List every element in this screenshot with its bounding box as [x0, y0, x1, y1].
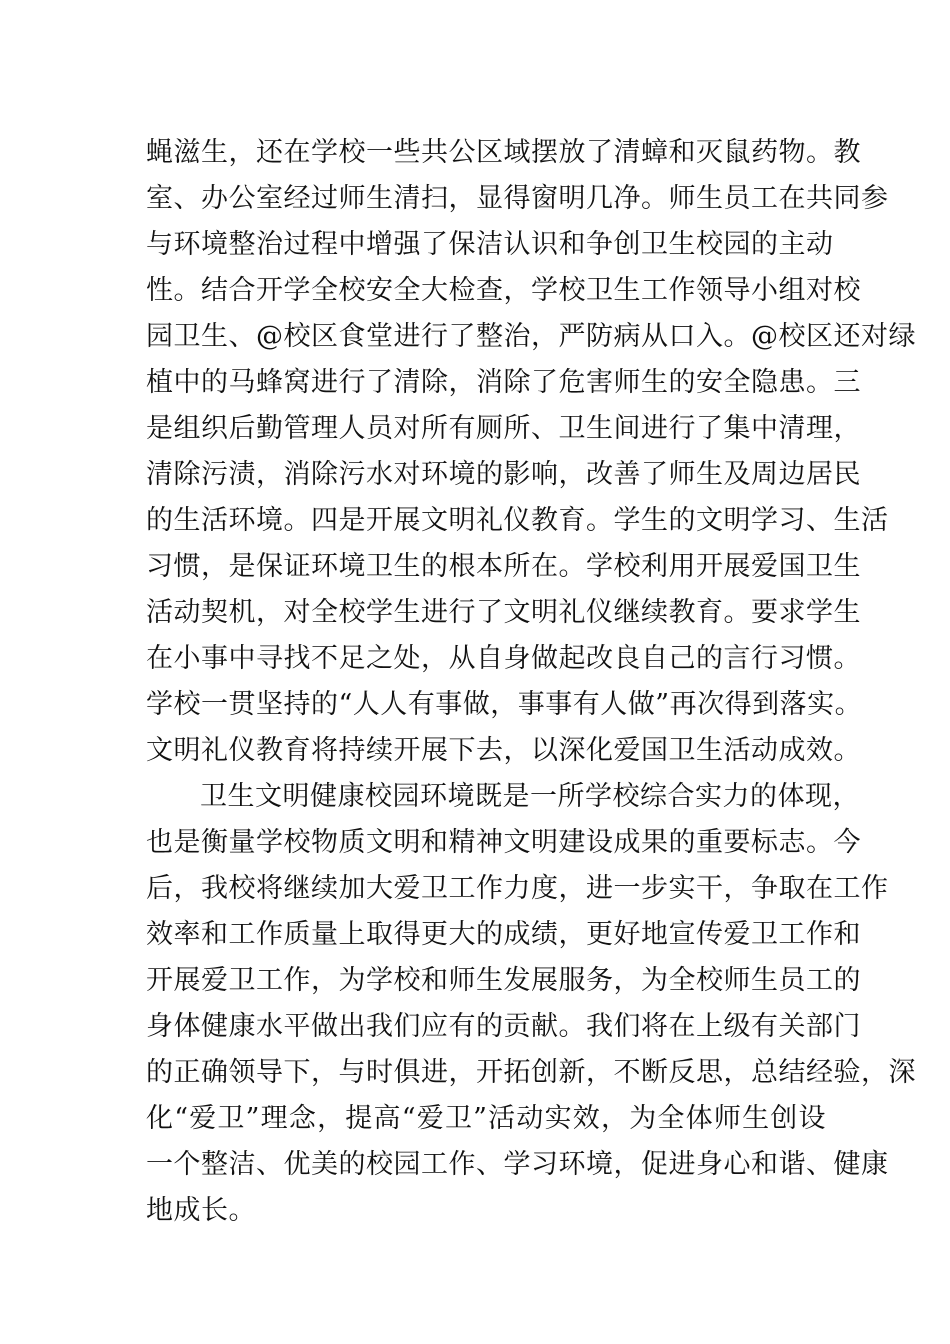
paragraph-line: 后，我校将继续加大爱卫工作力度，进一步实干，争取在工作 — [146, 873, 889, 904]
paragraph-line: 园卫生、@校区食堂进行了整治，严防病从口入。@校区还对绿 — [146, 321, 916, 352]
paragraph-line: 植中的马蜂窝进行了清除，消除了危害师生的安全隐患。三 — [146, 367, 861, 398]
paragraph-line: 的正确领导下，与时俱进，开拓创新，不断反思，总结经验，深 — [146, 1057, 916, 1088]
paragraph-line: 习惯，是保证环境卫生的根本所在。学校利用开展爱国卫生 — [146, 551, 861, 582]
paragraph-line: 卫生文明健康校园环境既是一所学校综合实力的体现， — [200, 781, 860, 812]
paragraph-line: 性。结合开学全校安全大检查，学校卫生工作领导小组对校 — [146, 275, 861, 306]
paragraph-line: 学校一贯坚持的“人人有事做，事事有人做”再次得到落实。 — [146, 689, 863, 720]
paragraph-line: 清除污渍，消除污水对环境的影响，改善了师生及周边居民 — [146, 459, 861, 490]
paragraph-line: 地成长。 — [146, 1195, 256, 1226]
paragraph-line: 一个整洁、优美的校园工作、学习环境，促进身心和谐、健康 — [146, 1149, 889, 1180]
paragraph-line: 在小事中寻找不足之处，从自身做起改良自己的言行习惯。 — [146, 643, 861, 674]
body-text — [146, 130, 916, 1234]
paragraph-line: 室、办公室经过师生清扫，显得窗明几净。师生员工在共同参 — [146, 183, 889, 214]
paragraph-line: 蝇滋生，还在学校一些共公区域摆放了清蟑和灭鼠药物。教 — [146, 137, 861, 168]
paragraph-line: 也是衡量学校物质文明和精神文明建设成果的重要标志。今 — [146, 827, 861, 858]
paragraph-line: 是组织后勤管理人员对所有厕所、卫生间进行了集中清理， — [146, 413, 861, 444]
paragraph-line: 文明礼仪教育将持续开展下去，以深化爱国卫生活动成效。 — [146, 735, 861, 766]
paragraph-line: 活动契机，对全校学生进行了文明礼仪继续教育。要求学生 — [146, 597, 861, 628]
paragraph-line: 与环境整治过程中增强了保洁认识和争创卫生校园的主动 — [146, 229, 834, 260]
paragraph-line: 的生活环境。四是开展文明礼仪教育。学生的文明学习、生活 — [146, 505, 889, 536]
paragraph-line: 化“爱卫”理念，提高“爱卫”活动实效，为全体师生创设 — [146, 1103, 826, 1134]
paragraph-line: 身体健康水平做出我们应有的贡献。我们将在上级有关部门 — [146, 1011, 861, 1042]
paragraph-line: 效率和工作质量上取得更大的成绩，更好地宣传爱卫工作和 — [146, 919, 861, 950]
paragraph-line: 开展爱卫工作，为学校和师生发展服务，为全校师生员工的 — [146, 965, 861, 996]
